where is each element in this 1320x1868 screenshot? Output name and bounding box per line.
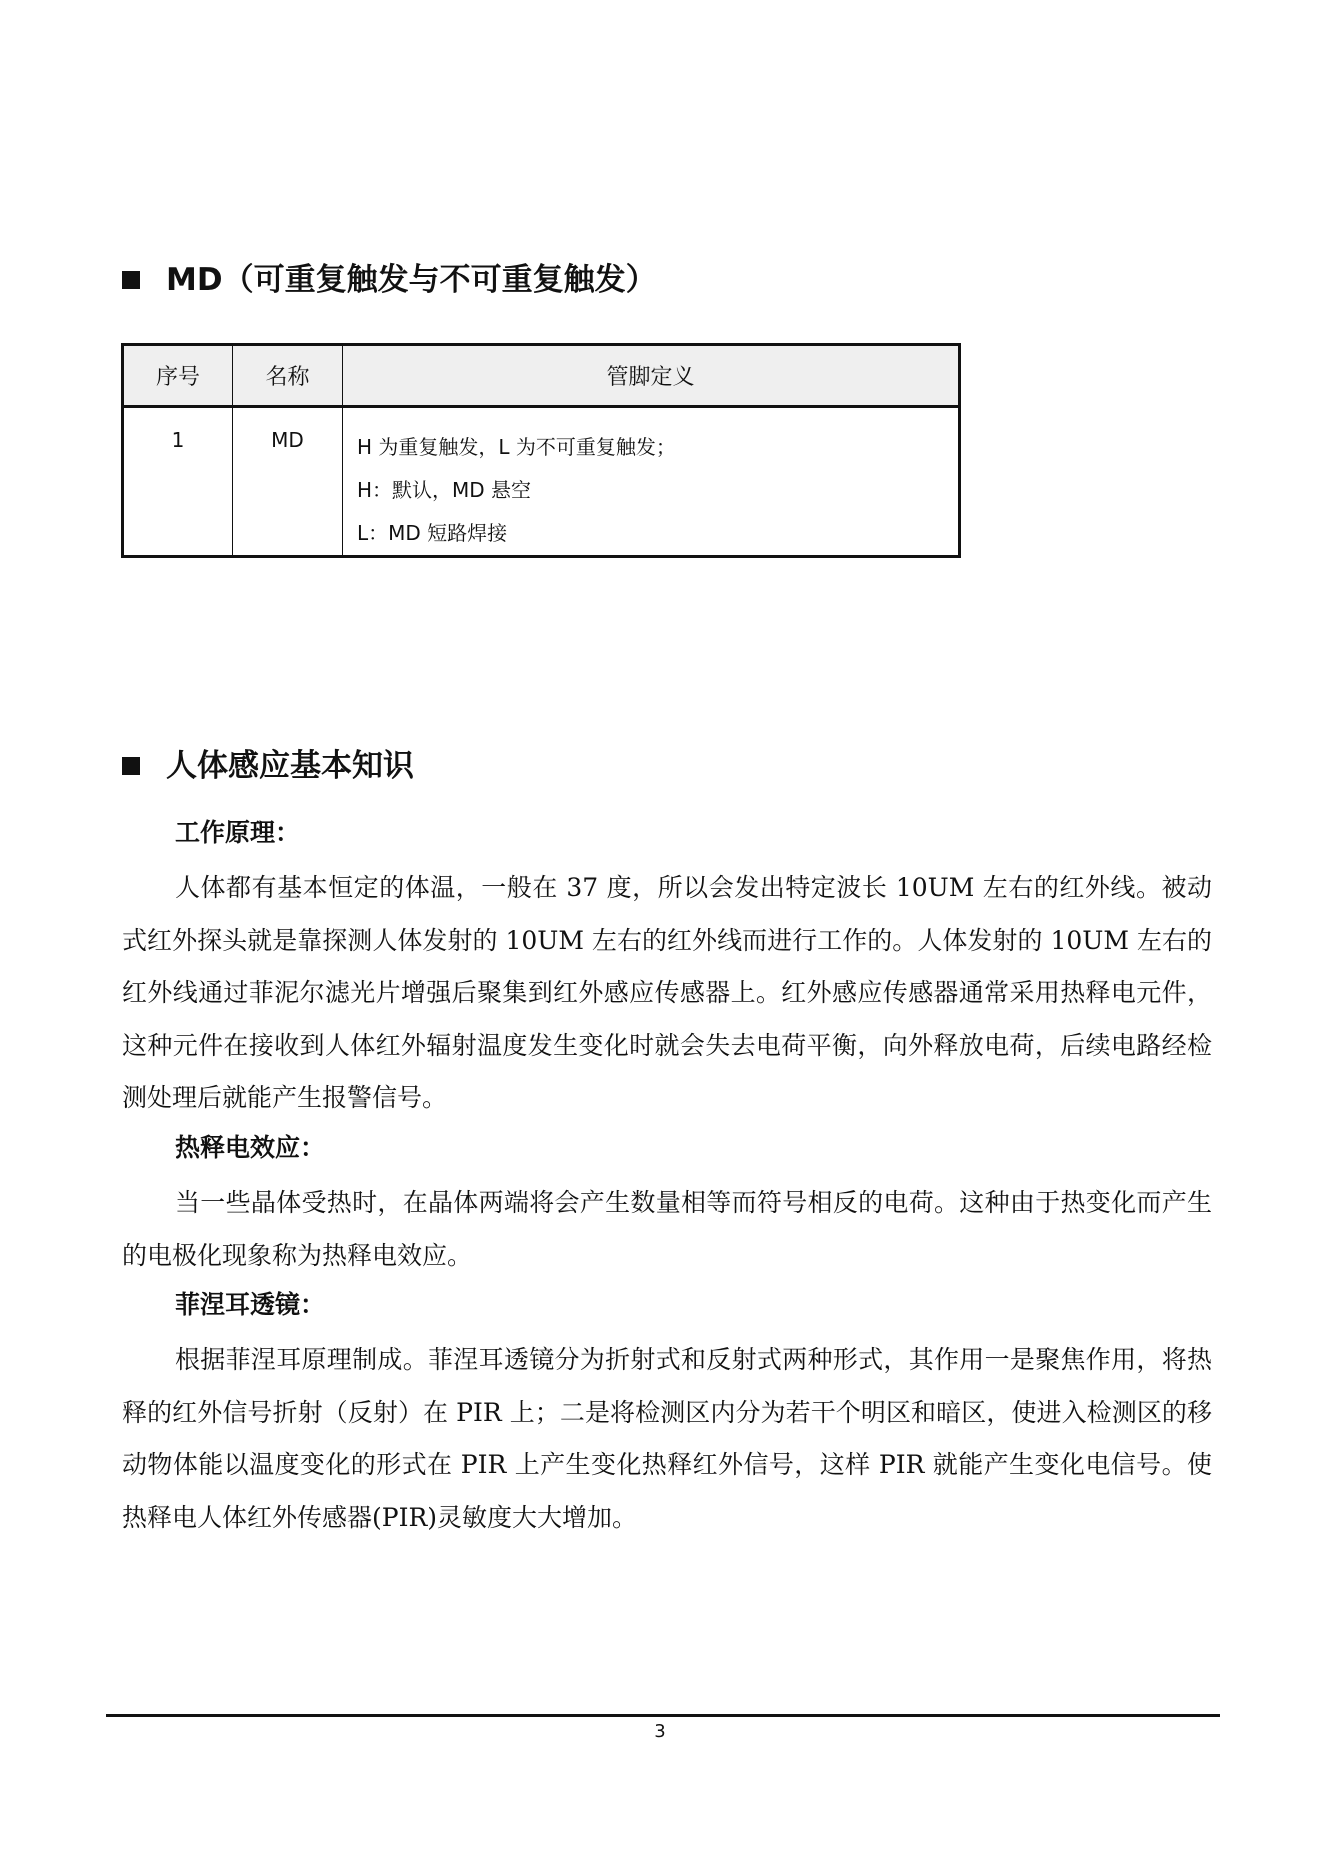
table-row — [123, 407, 960, 557]
pin-definition-table — [121, 343, 961, 558]
definition-line: H 为重复触发，L 为不可重复触发； — [357, 435, 676, 459]
table-header-row — [123, 345, 960, 407]
page-number: 3 — [654, 1721, 666, 1742]
footer-divider — [106, 1714, 1220, 1717]
paragraph-pyroelectric-effect: 当一些晶体受热时，在晶体两端将会产生数量相等而符号相反的电荷。这种由于热变化而产生的电极化现象称为热释电效应。 — [122, 1188, 1212, 1270]
table-cell-definition — [343, 407, 960, 557]
section-heading-basics-text: 人体感应基本知识 — [166, 748, 414, 784]
black-square-bullet-icon — [122, 271, 140, 289]
subheading-pyroelectric-effect: 热释电效应： — [175, 1133, 326, 1162]
table-cell-name: MD — [233, 407, 343, 557]
table-header-no: 序号 — [123, 345, 233, 407]
paragraph-working-principle: 人体都有基本恒定的体温，一般在 37 度，所以会发出特定波长 10UM 左右的红外线。被动式红外探头就是靠探测人体发射的 10UM 左右的红外线而进行工作的。人体发射的 10UM 左右的红外线通过菲泥尔滤光片增强后聚集到红外感应传感器上。红外感应传感器通常采用热释电元件，这种元件在接收到人体红外辐射温度发生变化时就会失去电荷平衡，向外释放电荷，后续电路经检测处理后就能产生报警信号。 — [122, 873, 1212, 1112]
definition-line: L：MD 短路焊接 — [357, 521, 508, 545]
section-heading-md — [122, 260, 657, 300]
subheading-fresnel-lens: 菲涅耳透镜： — [175, 1290, 326, 1319]
table-header-name: 名称 — [233, 345, 343, 407]
paragraph-fresnel-lens: 根据菲涅耳原理制成。菲涅耳透镜分为折射式和反射式两种形式，其作用一是聚焦作用，将热释的红外信号折射（反射）在 PIR 上；二是将检测区内分为若干个明区和暗区，使进入检测区的移动物体能以温度变化的形式在 PIR 上产生变化热释红外信号，这样 PIR 就能产生变化电信号。使热释电人体红外传感器(PIR)灵敏度大大增加。 — [122, 1345, 1212, 1532]
section-heading-basics — [122, 746, 414, 786]
table-header-definition: 管脚定义 — [343, 345, 960, 407]
subheading-working-principle: 工作原理： — [175, 818, 301, 847]
black-square-bullet-icon — [122, 757, 140, 775]
table-cell-no: 1 — [123, 407, 233, 557]
section-heading-md-text: MD（可重复触发与不可重复触发） — [166, 262, 657, 298]
definition-line: H：默认，MD 悬空 — [357, 478, 532, 502]
